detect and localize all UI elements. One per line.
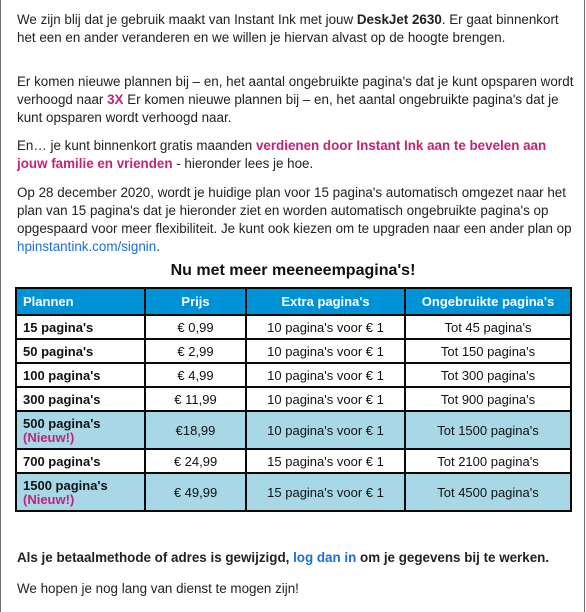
header-extra-pages: Extra pagina's: [246, 288, 405, 315]
plan-cell: 300 pagina's: [16, 387, 145, 411]
payment-text-end: om je gegevens bij te werken.: [356, 550, 550, 565]
plan-change-paragraph: [17, 184, 577, 256]
table-row-new: [16, 473, 571, 511]
rollover-paragraph: [17, 73, 577, 127]
rollover-cell: Tot 1500 pagina's: [405, 411, 571, 449]
price-cell: € 24,99: [145, 449, 246, 473]
rollover-cell: Tot 2100 pagina's: [405, 449, 571, 473]
extra-pages-cell: 10 pagina's voor € 1: [246, 339, 405, 363]
extra-pages-cell: 10 pagina's voor € 1: [246, 411, 405, 449]
plan-cell: 700 pagina's: [16, 449, 145, 473]
payment-text: Als je betaalmethode of adres is gewijzigd,: [17, 550, 294, 565]
plan-cell: 15 pagina's: [16, 315, 145, 339]
rollover-text: Er komen nieuwe plannen bij – en, het aantal ongebruikte pagina's dat je kunt opsparen wordt verhoogd naar: [17, 74, 574, 107]
header-price: Prijs: [145, 288, 246, 315]
referral-text: En… je kunt binnenkort gratis maanden: [17, 138, 256, 153]
plan-cell: 100 pagina's: [16, 363, 145, 387]
right-border: [584, 0, 585, 612]
table-row: [16, 339, 571, 363]
table-header-row: [16, 288, 571, 315]
rollover-multiplier: 3X: [107, 92, 124, 107]
plan-cell: 50 pagina's: [16, 339, 145, 363]
plan-name: 500 pagina's: [23, 415, 101, 431]
intro-text: We zijn blij dat je gebruik maakt van Instant Ink met jouw: [17, 12, 357, 27]
referral-text-end: - hieronder lees je hoe.: [172, 156, 314, 171]
header-rollover-pages: Ongebruikte pagina's: [405, 288, 571, 315]
price-cell: € 11,99: [145, 387, 246, 411]
table-row-new: [16, 411, 571, 449]
left-border: [0, 0, 1, 612]
plan-cell: [16, 473, 145, 511]
table-row: [16, 315, 571, 339]
price-cell: € 0,99: [145, 315, 246, 339]
extra-pages-cell: 10 pagina's voor € 1: [246, 363, 405, 387]
extra-pages-cell: 15 pagina's voor € 1: [246, 473, 405, 511]
extra-pages-cell: 10 pagina's voor € 1: [246, 387, 405, 411]
intro-paragraph: [17, 11, 577, 47]
new-badge: (Nieuw!): [23, 429, 75, 445]
plan-change-period: .: [156, 239, 160, 254]
plan-name: 1500 pagina's: [23, 477, 108, 493]
rollover-cell: Tot 900 pagina's: [405, 387, 571, 411]
plan-change-text: Op 28 december 2020, wordt je huidige plan voor 15 pagina's automatisch omgezet naar het plan van 15 pagina's dat je hieronder ziet en worden automatisch ongebruikte pagina's op opgespaard voor meer flexibiliteit. Je kunt ook kiezen om te upgraden naar een ander plan op: [17, 185, 572, 236]
extra-pages-cell: 15 pagina's voor € 1: [246, 449, 405, 473]
table-row: [16, 363, 571, 387]
rollover-cell: Tot 300 pagina's: [405, 363, 571, 387]
header-plans: Plannen: [16, 288, 145, 315]
table-title: Nu met meer meeneempagina's!: [170, 262, 416, 279]
extra-pages-cell: 10 pagina's voor € 1: [246, 315, 405, 339]
price-cell: €18,99: [145, 411, 246, 449]
closing-paragraph: We hopen je nog lang van dienst te mogen zijn!: [17, 581, 299, 596]
payment-paragraph: [17, 549, 577, 567]
table-row: [16, 449, 571, 473]
table-row: [16, 387, 571, 411]
printer-name: DeskJet 2630: [356, 12, 442, 27]
intro-text-end: . Er gaat binnenkort het een en ander veranderen en we willen je hiervan alvast op de hoogte brengen.: [17, 12, 559, 45]
price-cell: € 2,99: [145, 339, 246, 363]
plan-cell: [16, 411, 145, 449]
rollover-cell: Tot 4500 pagina's: [405, 473, 571, 511]
price-cell: € 4,99: [145, 363, 246, 387]
rollover-cell: Tot 45 pagina's: [405, 315, 571, 339]
referral-highlight: verdienen door Instant Ink aan te bevelen aan jouw familie en vrienden: [17, 138, 547, 171]
rollover-cell: Tot 150 pagina's: [405, 339, 571, 363]
rollover-text-end: Er komen nieuwe plannen bij – en, het aantal ongebruikte pagina's dat je kunt opsparen wordt verhoogd naar.: [17, 92, 559, 125]
login-link[interactable]: log dan in: [293, 550, 357, 565]
signin-link[interactable]: hpinstantink.com/signin: [17, 239, 157, 254]
new-badge: (Nieuw!): [23, 491, 75, 507]
referral-paragraph: [17, 137, 577, 173]
price-cell: € 49,99: [145, 473, 246, 511]
plans-table: [15, 287, 572, 512]
